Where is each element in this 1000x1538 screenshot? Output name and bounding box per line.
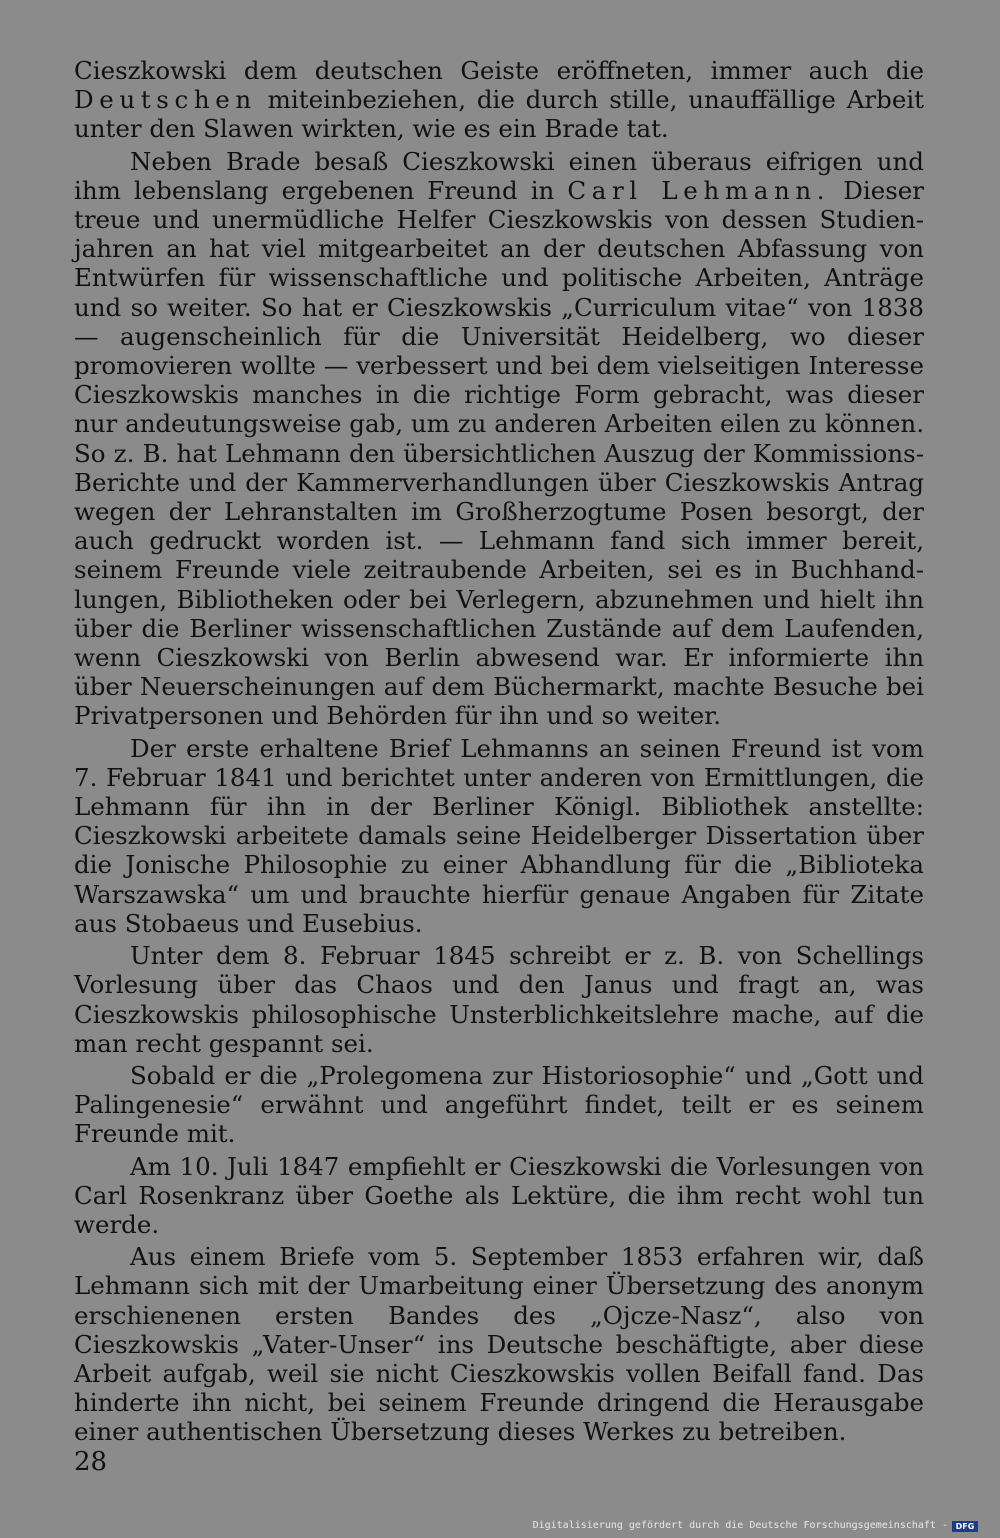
paragraph-6: Am 10. Juli 1847 empfiehlt er Cieszkowski die Vorlesungen von Carl Rosenkranz über Goethe als Lektüre, die ihm recht wohl tun werde. [74,1151,924,1239]
emphasis-deutschen: Deutschen [74,85,257,115]
paragraph-1-part-c: miteinbeziehen, die durch stille, unauffällige Arbeit unter den Slawen wirkten, wie es ein Brade tat. [74,85,924,144]
dfg-logo-icon: DFG [952,1521,978,1532]
paragraph-7: Aus einem Briefe vom 5. September 1853 erfahren wir, daß Lehmann sich mit der Umarbeitung einer Übersetzung des anonym erschienenen ersten Bandes des „Ojcze-Nasz“, also von Cieszkowskis „Vater-Unser“ ins Deutsche beschäftigte, aber diese Arbeit aufgab, weil sie nicht Cieszkowskis vollen Beifall fand. Das hinderte ihn nicht, bei seinem Freunde dringend die Herausgabe einer authentischen Übersetzung dieses Werkes zu betreiben. [74,1242,924,1447]
body-text [74,56,924,1450]
paragraph-2 [74,147,924,731]
paragraph-2-part-a: Neben Brade besaß Cieszkowski einen überaus eifrigen und ihm lebenslang ergebenen Freund in [74,146,924,205]
paragraph-3: Der erste erhaltene Brief Lehmanns an seinen Freund ist vom 7. Februar 1841 und berichtet unter anderen von Ermittlungen, die Lehmann für ihn in der Berliner Königl. Bibliothek anstellte: Cieszkowski arbeitete damals seine Heidelberger Dissertation über die Jonische Philosophie zu einer Abhandlung für die „Biblioteka Warszawska“ um und brauchte hierfür genaue Angaben für Zitate aus Stobaeus und Eusebius. [74,733,924,938]
footer-text: Digitalisierung gefördert durch die Deutsche Forschungsgemeinschaft - [532,1520,948,1531]
page-number: 28 [74,1447,108,1477]
paragraph-5: Sobald er die „Prolegomena zur Historiosophie“ und „Gott und Palingenesie“ erwähnt und angeführt findet, teilt er es seinem Freunde mit. [74,1060,924,1149]
footer-credit [533,1520,978,1532]
emphasis-carl-lehmann: Carl Lehmann. [567,175,831,205]
paragraph-1 [74,56,924,144]
paragraph-4: Unter dem 8. Februar 1845 schreibt er z. B. von Schellings Vorlesung über das Chaos und den Janus und fragt an, was Cieszkowskis philosophische Unsterblichkeitslehre mache, auf die man recht gespannt sei. [74,941,924,1058]
paragraph-2-part-c: Dieser treue und unermüdliche Helfer Cieszkowskis von dessen Studienjahren an hat viel mitgearbeitet an der deutschen Abfassung von Entwürfen für wissenschaftliche und politische Arbeiten, Anträge und so weiter. So hat er Cieszkowskis „Curriculum vitae“ von 1838 — augenscheinlich für die Universität Heidelberg, wo dieser promovieren wollte — verbessert und bei dem vielseitigen Interesse Cieszkowskis manches in die richtige Form gebracht, was dieser nur andeutungsweise gab, um zu anderen Arbeiten eilen zu können. So z. B. hat Lehmann den übersichtlichen Auszug der Kommissions-Berichte und der Kammerverhandlungen über Cieszkowskis Antrag wegen der Lehranstalten im Großherzogtume Posen besorgt, der auch gedruckt worden ist. — Lehmann fand sich immer bereit, seinem Freunde viele zeitraubende Arbeiten, sei es in Buchhandlungen, Bibliotheken oder bei Verlegern, abzunehmen und hielt ihn über die Berliner wissenschaftlichen Zustände auf dem Laufenden, wenn Cieszkowski von Berlin abwesend war. Er informierte ihn über Neuerscheinungen auf dem Büchermarkt, machte Besuche bei Privatpersonen und Behörden für ihn und so weiter. [74,175,924,731]
paragraph-1-part-a: Cieszkowski dem deutschen Geiste eröffneten, immer auch die [74,56,924,85]
